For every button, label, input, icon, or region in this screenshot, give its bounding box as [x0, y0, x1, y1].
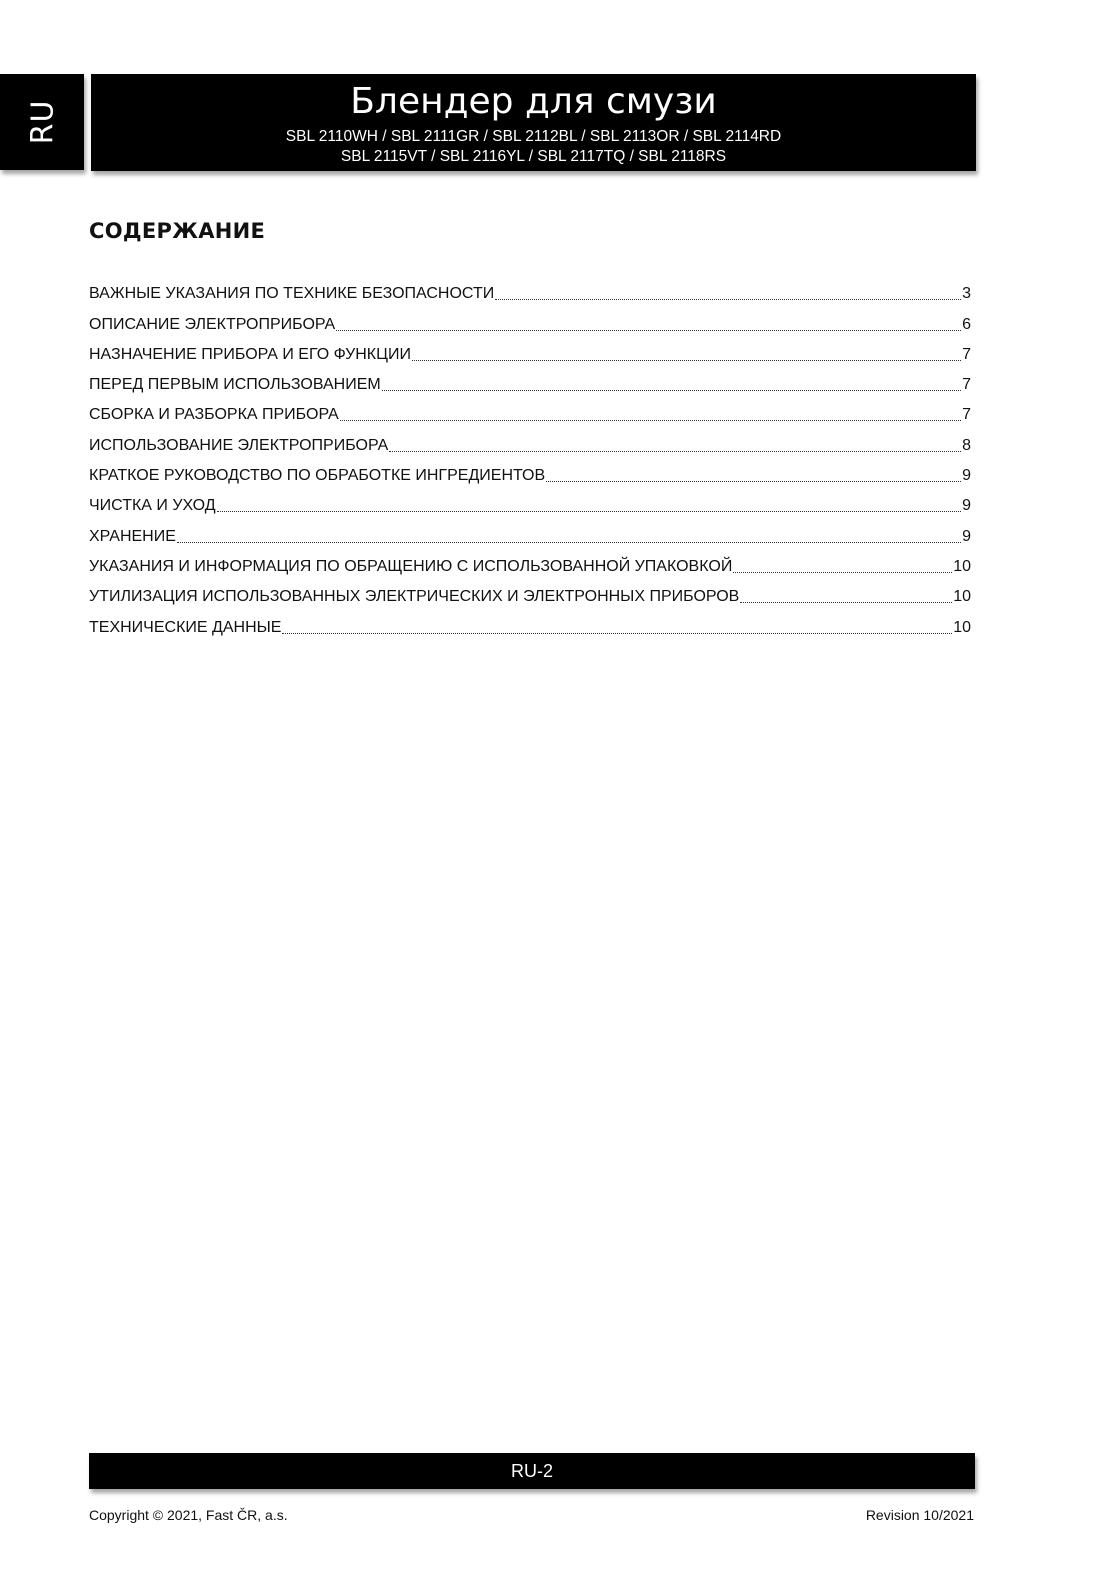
toc-leader-dots: [382, 389, 961, 391]
toc-entry-page: 6: [962, 315, 971, 333]
table-of-contents: [89, 274, 971, 638]
toc-entry-page: 9: [962, 527, 971, 545]
toc-entry-page: 9: [962, 467, 971, 485]
toc-entry[interactable]: [89, 395, 971, 425]
toc-entry-title: НАЗНАЧЕНИЕ ПРИБОРА И ЕГО ФУНКЦИИ: [89, 345, 411, 363]
toc-entry[interactable]: [89, 335, 971, 365]
toc-entry-title: СБОРКА И РАЗБОРКА ПРИБОРА: [89, 406, 339, 424]
toc-leader-dots: [495, 298, 961, 300]
toc-entry-page: 7: [962, 406, 971, 424]
toc-entry-page: 10: [953, 557, 971, 575]
toc-entry-page: 9: [962, 497, 971, 515]
toc-entry-page: 7: [962, 376, 971, 394]
toc-leader-dots: [546, 480, 961, 482]
toc-entry-page: 10: [953, 588, 971, 606]
toc-entry-page: 3: [962, 285, 971, 303]
toc-entry[interactable]: [89, 274, 971, 304]
toc-leader-dots: [177, 541, 961, 543]
toc-entry-title: ПЕРЕД ПЕРВЫМ ИСПОЛЬЗОВАНИЕМ: [89, 376, 381, 394]
toc-entry-title: ИСПОЛЬЗОВАНИЕ ЭЛЕКТРОПРИБОРА: [89, 436, 389, 454]
language-tab-label: RU: [25, 99, 61, 145]
toc-leader-dots: [282, 632, 952, 634]
footer-bar: [89, 1453, 975, 1489]
revision-label: Revision 10/2021: [865, 1507, 974, 1523]
toc-leader-dots: [733, 571, 952, 573]
toc-heading: СОДЕРЖАНИЕ: [89, 219, 266, 243]
model-list-line-2: SBL 2115VT / SBL 2116YL / SBL 2117TQ / SBL 2118RS: [340, 148, 727, 165]
toc-entry-title: УКАЗАНИЯ И ИНФОРМАЦИЯ ПО ОБРАЩЕНИЮ С ИСПОЛЬЗОВАННОЙ УПАКОВКОЙ: [89, 557, 733, 575]
toc-entry[interactable]: [89, 577, 971, 607]
page-number: RU-2: [510, 1461, 553, 1481]
document-title: Блендер для смузи: [350, 81, 717, 122]
toc-entry[interactable]: [89, 425, 971, 455]
toc-entry[interactable]: [89, 547, 971, 577]
toc-leader-dots: [412, 359, 961, 361]
toc-entry-page: 7: [962, 345, 971, 363]
toc-entry-page: 8: [962, 436, 971, 454]
toc-leader-dots: [217, 510, 962, 512]
toc-entry-title: УТИЛИЗАЦИЯ ИСПОЛЬЗОВАННЫХ ЭЛЕКТРИЧЕСКИХ И ЭЛЕКТРОННЫХ ПРИБОРОВ: [89, 588, 740, 606]
toc-entry[interactable]: [89, 607, 971, 637]
toc-entry-title: ЧИСТКА И УХОД: [89, 497, 216, 515]
toc-entry[interactable]: [89, 486, 971, 516]
toc-entry-page: 10: [953, 618, 971, 636]
toc-leader-dots: [340, 419, 961, 421]
toc-entry[interactable]: [89, 516, 971, 546]
language-tab: [0, 74, 84, 170]
copyright-notice: Copyright © 2021, Fast ČR, a.s.: [89, 1507, 288, 1523]
toc-leader-dots: [336, 329, 961, 331]
toc-entry[interactable]: [89, 365, 971, 395]
model-list-line-1: SBL 2110WH / SBL 2111GR / SBL 2112BL / SBL 2113OR / SBL 2114RD: [285, 128, 782, 145]
toc-leader-dots: [389, 450, 961, 452]
toc-entry[interactable]: [89, 456, 971, 486]
toc-entry[interactable]: [89, 304, 971, 334]
header-bar: [91, 74, 976, 171]
toc-leader-dots: [740, 601, 952, 603]
toc-entry-title: ВАЖНЫЕ УКАЗАНИЯ ПО ТЕХНИКЕ БЕЗОПАСНОСТИ: [89, 285, 495, 303]
toc-entry-title: ОПИСАНИЕ ЭЛЕКТРОПРИБОРА: [89, 315, 336, 333]
toc-entry-title: КРАТКОЕ РУКОВОДСТВО ПО ОБРАБОТКЕ ИНГРЕДИЕНТОВ: [89, 467, 546, 485]
toc-entry-title: ХРАНЕНИЕ: [89, 527, 176, 545]
toc-entry-title: ТЕХНИЧЕСКИЕ ДАННЫЕ: [89, 618, 282, 636]
